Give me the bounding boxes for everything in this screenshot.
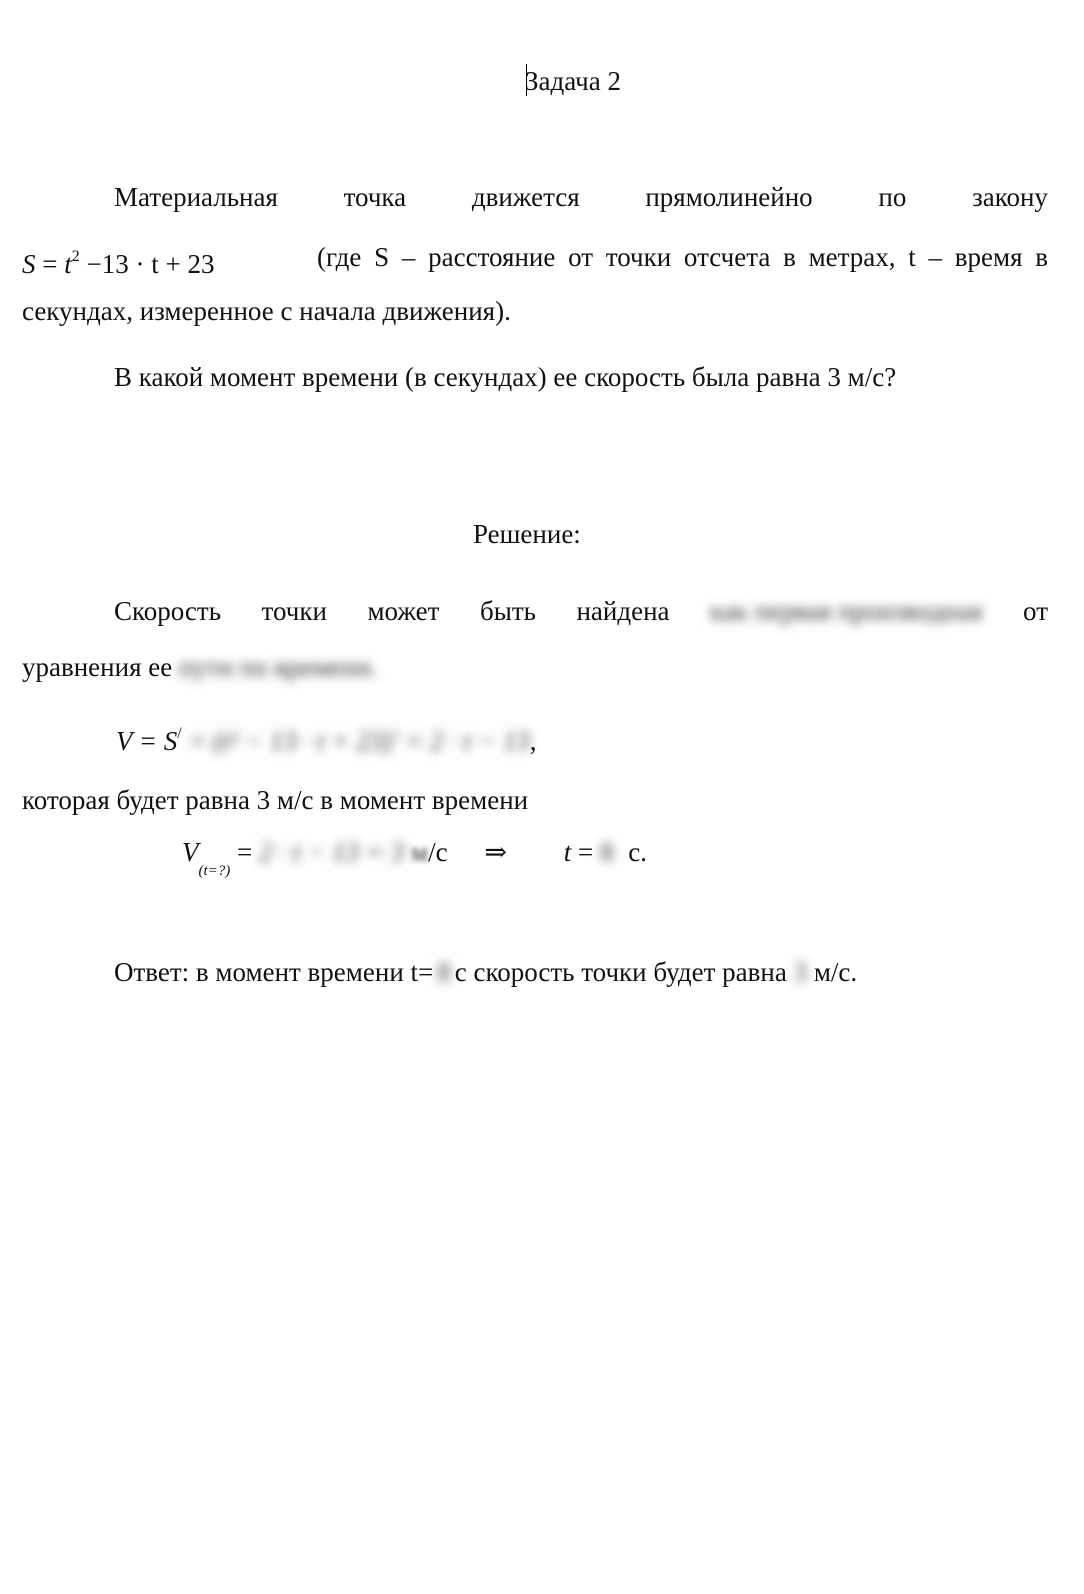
- task-title: Задача 2: [525, 66, 621, 96]
- solution-line-3: которая будет равна 3 м/с в момент времени: [22, 785, 529, 815]
- blurred-text: м: [410, 837, 429, 867]
- problem-question: В какой момент времени (в секундах) ее скорость была равна 3 м/с?: [114, 362, 897, 392]
- problem-line-1: [114, 182, 1048, 213]
- implies-arrow: ⇒: [484, 837, 507, 867]
- velocity-equation: V = S/ = (t² − 13 · t + 23)′ = 2 · t − 13,: [116, 725, 537, 756]
- solution-heading: Решение:: [473, 519, 581, 549]
- problem-word: по: [878, 182, 907, 212]
- blurred-text: пути по времени.: [178, 652, 378, 682]
- answer-line: Ответ: в момент времени t= 8 с скорость точки будет равна 3 м/с.: [114, 957, 858, 987]
- time-equation: $V_{(t=?)} = 2 \cdot t - 13 = 3$ м/с ⇒ t = 8 с.: [182, 837, 647, 879]
- problem-word: точка: [343, 182, 407, 212]
- blurred-value: 3: [793, 957, 808, 987]
- problem-word: закону: [972, 182, 1048, 212]
- solution-line-1: Скорость точки может быть найдена как первая производная от: [114, 596, 1048, 626]
- motion-law-formula: $S = t^2 -13 \cdot t + 23$: [22, 248, 215, 279]
- problem-line-2-text: (где S – расстояние от точки отсчета в метрах, t – время в: [316, 242, 1048, 272]
- solution-line-2: уравнения ее пути по времени.: [22, 652, 378, 682]
- blurred-formula: = (t² − 13 · t + 23)′ = 2 · t − 13: [188, 726, 530, 756]
- problem-word: Материальная: [114, 182, 278, 212]
- blurred-value: 8: [437, 957, 451, 987]
- problem-line-3: секундах, измеренное с начала движения).: [22, 296, 511, 326]
- problem-word: движется: [471, 182, 580, 212]
- blurred-value: 8: [599, 837, 614, 867]
- problem-line-2: [22, 240, 1048, 281]
- blurred-text: как первая производная: [710, 596, 983, 626]
- problem-word: прямолинейно: [645, 182, 813, 212]
- blurred-formula: 2 · t − 13 = 3: [259, 837, 405, 867]
